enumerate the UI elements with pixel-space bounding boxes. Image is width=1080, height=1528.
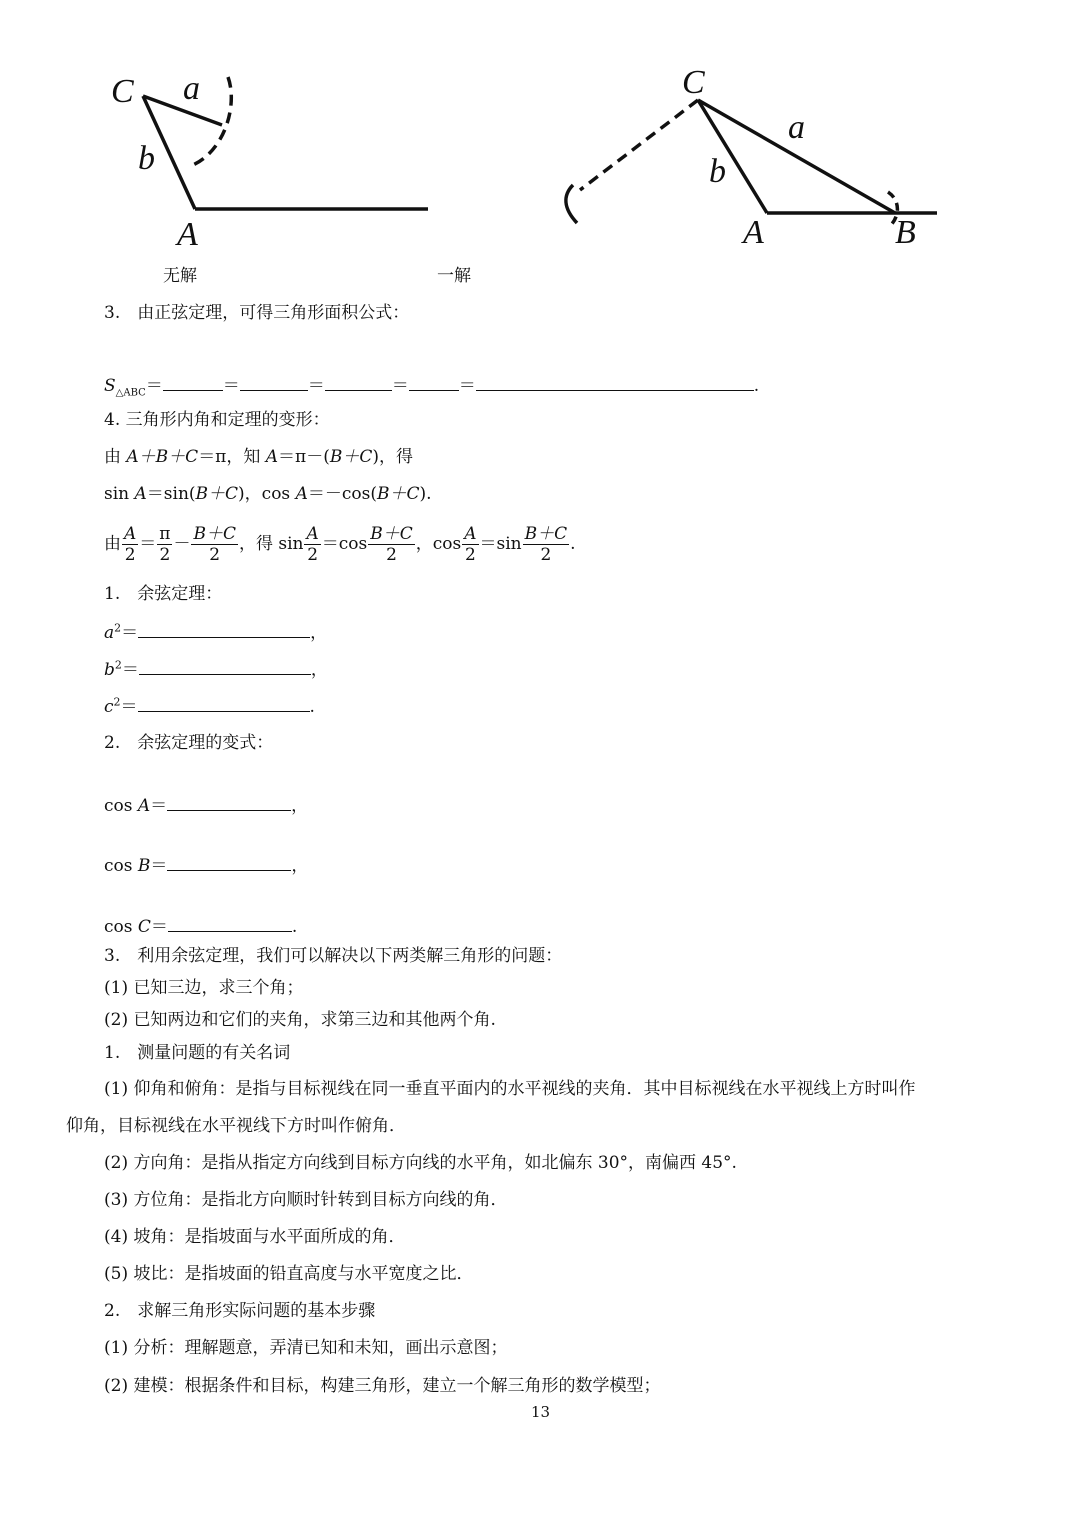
t: ，cos [415,534,462,554]
terms-item-3: (3) 方位角：是指北方向顺时针转到目标方向线的角． [104,1190,508,1210]
angle-sum-line-3 [104,522,576,566]
area-formula [104,372,759,398]
angle-sum-line-2 [104,482,432,506]
t: ，得 sin [238,534,304,554]
t: 由 [104,447,127,467]
t: ). [419,484,432,504]
cos-B: cos B＝ ， [104,852,308,878]
t: B＋C [195,484,239,504]
t: ＝π－( [278,447,330,467]
terms-item-5: (5) 坡比：是指坡面的铅直高度与水平宽度之比． [104,1264,474,1284]
eq: ＝ [222,376,240,396]
area-blank-1 [163,372,223,391]
eq: ＝ [307,376,325,396]
t: A [295,484,308,504]
t: )，得 [372,447,413,467]
caption-one-solution: 一解 [437,266,471,286]
frac-A-2: $\frac{A}{2}$ [306,524,319,565]
t: B＋C [329,447,373,467]
area-S: S [104,376,116,396]
steps-item-2: (2) 建模：根据条件和目标，构建三角形，建立一个解三角形的数学模型； [104,1376,661,1396]
terms-item-2: (2) 方向角：是指从指定方向线到目标方向线的水平角，如北偏东 30°，南偏西 45°. [104,1153,737,1173]
blank [138,619,310,638]
terms-item-1-line-2: 仰角，目标视线在水平视线下方时叫作俯角． [66,1116,406,1136]
area-blank-3 [325,372,392,391]
label-C: C [682,64,705,101]
frac-BC-2: $\frac{B+C}{2}$ [193,524,236,565]
blank [139,656,311,675]
t: A [265,447,279,467]
t: ＝π，知 [198,447,266,467]
area-blank-2 [240,372,308,391]
arc-left [566,185,577,223]
t: cos [338,534,368,554]
label-B: B [895,214,916,251]
eq: ＝ [458,376,476,396]
t: ＝－cos( [307,484,377,504]
t: sin [496,534,522,554]
cosine-b2: $b^2=$ ， [104,656,328,682]
circle-dashed [580,100,698,190]
label-a: a [788,109,805,146]
terms-item-4: (4) 坡角：是指坡面与水平面所成的角． [104,1227,406,1247]
label-a: a [183,70,200,107]
angle-sum-title: 4. 三角形内角和定理的变形： [104,410,330,430]
t: ＝ [321,534,339,554]
dot: . [753,376,760,396]
figure-no-solution [100,65,440,255]
blank [167,792,291,811]
cosine-law-title: 1. 余弦定理： [104,584,223,604]
usage-item-2: (2) 已知两边和它们的夹角，求第三边和其他两个角. [104,1010,496,1030]
t: B＋C [376,484,420,504]
frac-BC-2: $\frac{B+C}{2}$ [524,524,568,565]
area-blank-4 [409,372,459,391]
terms-item-1-line-1: (1) 仰角和俯角：是指与目标视线在同一垂直平面内的水平视线的夹角．其中目标视线在水平视线上方时叫作 [104,1079,916,1099]
t: ＝ [479,534,497,554]
usage-title: 3. 利用余弦定理，我们可以解决以下两类解三角形的问题： [104,946,563,966]
blank [168,913,292,932]
t: )，cos [238,484,296,504]
t: － [173,534,191,554]
frac-BC-2: $\frac{B+C}{2}$ [370,524,413,565]
frac-A-2: $\frac{A}{2}$ [124,524,137,565]
frac-A-2: $\frac{A}{2}$ [464,524,477,565]
t: A＋B＋C [126,447,199,467]
figure-one-solution [555,60,945,260]
cosine-c2: $c^2=$ . [104,693,315,719]
steps-title: 2. 求解三角形实际问题的基本步骤 [104,1301,376,1321]
area-blank-5 [476,372,754,391]
label-C: C [111,73,134,110]
eq: ＝ [145,376,163,396]
label-A: A [743,214,764,251]
area-subscript: △ABC [115,387,146,399]
cosine-a2: $a^2=$ ， [104,619,327,645]
blank [167,852,291,871]
label-b: b [709,153,726,190]
caption-no-solution: 无解 [163,266,197,286]
t: 由 [104,534,121,554]
t: ＝ [139,534,157,554]
blank [138,693,310,712]
cos-C: cos C＝ . [104,913,297,939]
cosine-variant-title: 2. 余弦定理的变式： [104,733,274,753]
t: ＝sin( [146,484,196,504]
label-b: b [138,140,155,177]
t: A [134,484,147,504]
usage-item-1: (1) 已知三边，求三个角； [104,978,304,998]
frac-pi-2: $\frac{\pi}{2}$ [159,524,171,565]
area-section-title: 3. 由正弦定理，可得三角形面积公式： [104,303,410,323]
angle-sum-line-1 [104,445,413,469]
eq: ＝ [391,376,409,396]
page-number: 13 [531,1403,551,1421]
steps-item-1: (1) 分析：理解题意，弄清已知和未知，画出示意图； [104,1338,508,1358]
t: . [570,534,576,554]
terms-title: 1. 测量问题的有关名词 [104,1043,291,1063]
t: sin [104,484,135,504]
label-A: A [177,216,198,253]
cos-A: cos A＝ ， [104,792,308,818]
